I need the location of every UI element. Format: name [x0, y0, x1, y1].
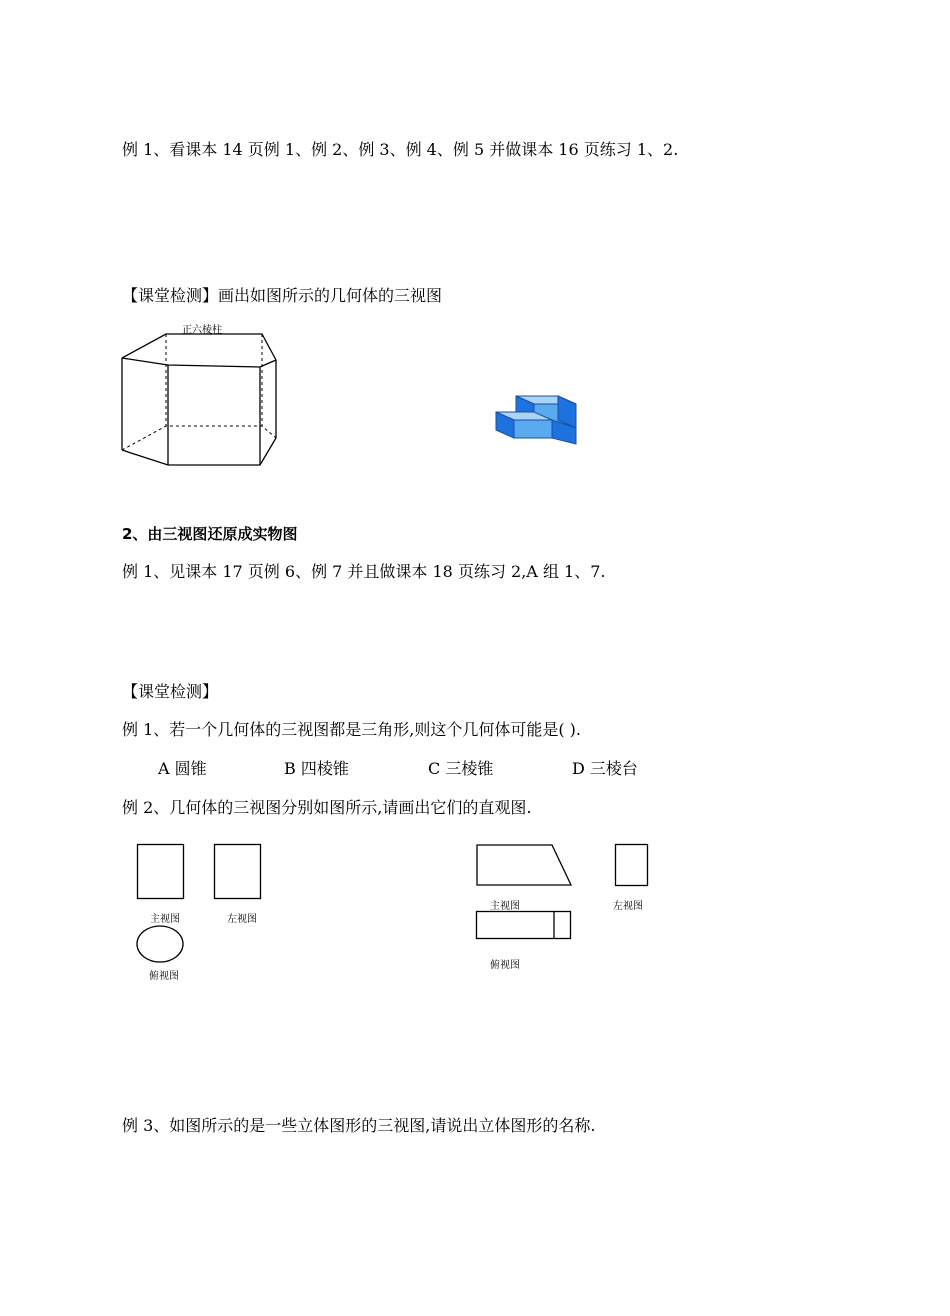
- fig2-left-view: [615, 844, 649, 888]
- option-d: D 三棱台: [572, 759, 638, 778]
- fig1-top-view: [136, 925, 186, 965]
- stair-block-figure: [492, 390, 582, 450]
- fig2-front-label: 主视图: [490, 901, 520, 912]
- option-a: A 圆锥: [158, 759, 207, 778]
- option-c: C 三棱锥: [428, 759, 494, 778]
- fig1-front-view: [137, 844, 185, 900]
- fig2-top-label: 俯视图: [490, 960, 520, 971]
- example-1-text-section-2: 例 1、见课本 17 页例 6、例 7 并且做课本 18 页练习 2,A 组 1、7.: [122, 562, 606, 581]
- question-2-text: 例 2、几何体的三视图分别如图所示,请画出它们的直观图.: [122, 798, 532, 817]
- example-1-text: 例 1、看课本 14 页例 1、例 2、例 3、例 4、例 5 并做课本 16 页练习 1、2.: [122, 140, 679, 159]
- question-1-text: 例 1、若一个几何体的三视图都是三角形,则这个几何体可能是( ).: [122, 720, 582, 739]
- fig1-left-label: 左视图: [227, 914, 257, 925]
- fig1-top-label: 俯视图: [149, 971, 179, 982]
- class-check-heading-1: 【课堂检测】画出如图所示的几何体的三视图: [122, 286, 443, 305]
- hexagonal-prism-figure: [118, 330, 288, 470]
- fig1-front-label: 主视图: [150, 914, 180, 925]
- question-3-text: 例 3、如图所示的是一些立体图形的三视图,请说出立体图形的名称.: [122, 1116, 596, 1135]
- fig2-top-view: [476, 911, 574, 941]
- fig1-left-view: [214, 844, 262, 900]
- class-check-heading-2: 【课堂检测】: [122, 682, 219, 701]
- fig2-front-view: [476, 844, 574, 888]
- prism-label: 正六棱柱: [182, 325, 222, 336]
- fig2-left-label: 左视图: [613, 901, 643, 912]
- option-b: B 四棱锥: [284, 759, 349, 778]
- section-2-heading: 2、由三视图还原成实物图: [122, 525, 298, 543]
